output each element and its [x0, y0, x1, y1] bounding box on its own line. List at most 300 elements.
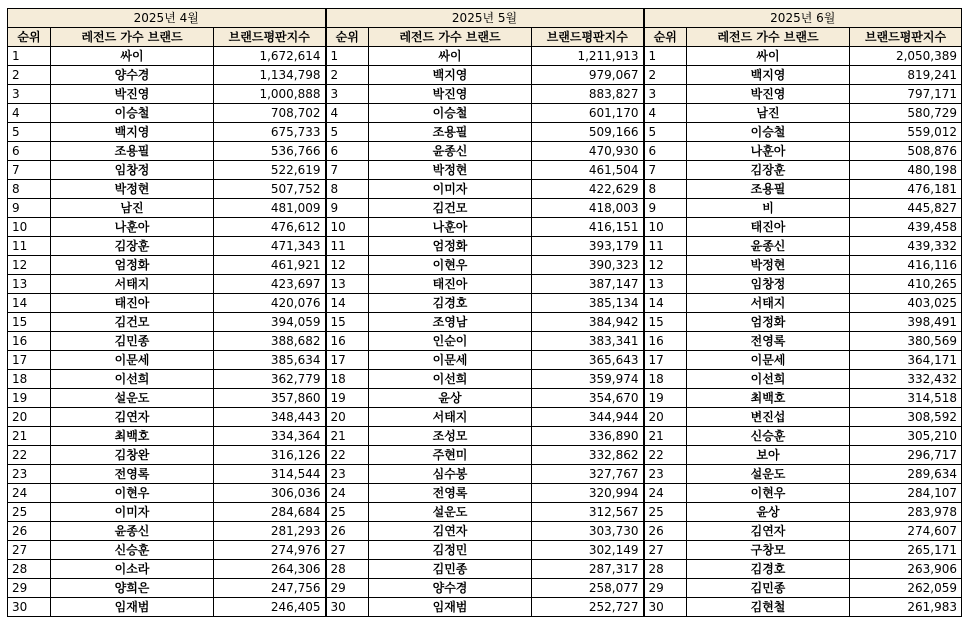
reputation-index-cell: 336,890 — [532, 427, 644, 446]
singer-name-cell: 엄정화 — [369, 237, 532, 256]
rank-cell: 24 — [326, 484, 369, 503]
rank-cell: 22 — [644, 446, 687, 465]
singer-name-cell: 이현우 — [687, 484, 850, 503]
singer-name-cell: 싸이 — [687, 47, 850, 66]
rank-cell: 1 — [8, 47, 51, 66]
singer-name-cell: 보아 — [687, 446, 850, 465]
reputation-index-cell: 797,171 — [850, 85, 962, 104]
singer-name-cell: 윤종신 — [51, 522, 214, 541]
table-row — [8, 294, 962, 313]
rank-cell: 18 — [326, 370, 369, 389]
reputation-index-cell: 393,179 — [532, 237, 644, 256]
singer-name-cell: 싸이 — [369, 47, 532, 66]
rank-cell: 10 — [8, 218, 51, 237]
rank-cell: 2 — [8, 66, 51, 85]
reputation-index-cell: 362,779 — [214, 370, 326, 389]
reputation-index-cell: 312,567 — [532, 503, 644, 522]
index-header: 브랜드평판지수 — [214, 28, 326, 47]
rank-cell: 16 — [326, 332, 369, 351]
reputation-index-cell: 284,107 — [850, 484, 962, 503]
singer-name-cell: 태진아 — [369, 275, 532, 294]
reputation-index-cell: 344,944 — [532, 408, 644, 427]
singer-name-cell: 김경호 — [687, 560, 850, 579]
reputation-index-cell: 559,012 — [850, 123, 962, 142]
rank-cell: 15 — [326, 313, 369, 332]
table-row — [8, 104, 962, 123]
singer-name-cell: 구창모 — [687, 541, 850, 560]
reputation-index-cell: 306,036 — [214, 484, 326, 503]
reputation-index-cell: 439,458 — [850, 218, 962, 237]
reputation-index-cell: 316,126 — [214, 446, 326, 465]
reputation-index-cell: 476,612 — [214, 218, 326, 237]
singer-name-cell: 박진영 — [687, 85, 850, 104]
singer-name-cell: 설운도 — [369, 503, 532, 522]
singer-name-cell: 싸이 — [51, 47, 214, 66]
singer-name-cell: 박진영 — [369, 85, 532, 104]
singer-name-cell: 남진 — [51, 199, 214, 218]
reputation-index-cell: 675,733 — [214, 123, 326, 142]
rank-cell: 10 — [644, 218, 687, 237]
reputation-index-cell: 264,306 — [214, 560, 326, 579]
rank-cell: 7 — [326, 161, 369, 180]
month-title: 2025년 5월 — [326, 9, 644, 28]
singer-name-cell: 김현철 — [687, 598, 850, 617]
singer-name-cell: 이선희 — [51, 370, 214, 389]
rank-cell: 9 — [326, 199, 369, 218]
rank-cell: 14 — [326, 294, 369, 313]
rank-cell: 25 — [8, 503, 51, 522]
reputation-index-cell: 470,930 — [532, 142, 644, 161]
reputation-index-cell: 327,767 — [532, 465, 644, 484]
reputation-index-cell: 423,697 — [214, 275, 326, 294]
table-row — [8, 389, 962, 408]
rank-cell: 27 — [8, 541, 51, 560]
rank-cell: 30 — [326, 598, 369, 617]
reputation-index-cell: 819,241 — [850, 66, 962, 85]
singer-name-cell: 이승철 — [687, 123, 850, 142]
reputation-index-cell: 262,059 — [850, 579, 962, 598]
singer-name-cell: 설운도 — [51, 389, 214, 408]
singer-name-cell: 양희은 — [51, 579, 214, 598]
singer-name-cell: 인순이 — [369, 332, 532, 351]
reputation-index-cell: 418,003 — [532, 199, 644, 218]
singer-name-cell: 이현우 — [369, 256, 532, 275]
rank-cell: 18 — [8, 370, 51, 389]
rank-cell: 23 — [8, 465, 51, 484]
month-title: 2025년 6월 — [644, 9, 962, 28]
reputation-index-cell: 398,491 — [850, 313, 962, 332]
table-row — [8, 199, 962, 218]
singer-name-cell: 조용필 — [687, 180, 850, 199]
singer-name-cell: 이선희 — [369, 370, 532, 389]
rank-cell: 18 — [644, 370, 687, 389]
table-row — [8, 579, 962, 598]
rank-cell: 6 — [326, 142, 369, 161]
rank-cell: 1 — [644, 47, 687, 66]
index-header: 브랜드평판지수 — [850, 28, 962, 47]
reputation-index-cell: 508,876 — [850, 142, 962, 161]
reputation-index-cell: 403,025 — [850, 294, 962, 313]
reputation-index-cell: 384,942 — [532, 313, 644, 332]
singer-name-cell: 김창완 — [51, 446, 214, 465]
rank-cell: 22 — [326, 446, 369, 465]
rank-cell: 7 — [644, 161, 687, 180]
index-header: 브랜드평판지수 — [532, 28, 644, 47]
rank-cell: 6 — [644, 142, 687, 161]
reputation-index-cell: 246,405 — [214, 598, 326, 617]
reputation-index-cell: 289,634 — [850, 465, 962, 484]
rank-cell: 19 — [8, 389, 51, 408]
reputation-index-cell: 601,170 — [532, 104, 644, 123]
table-row — [8, 351, 962, 370]
table-row — [8, 313, 962, 332]
rank-cell: 23 — [644, 465, 687, 484]
singer-name-cell: 양수경 — [369, 579, 532, 598]
rank-cell: 4 — [644, 104, 687, 123]
reputation-index-cell: 2,050,389 — [850, 47, 962, 66]
reputation-index-cell: 439,332 — [850, 237, 962, 256]
rank-cell: 5 — [644, 123, 687, 142]
singer-name-cell: 전영록 — [369, 484, 532, 503]
rank-cell: 28 — [8, 560, 51, 579]
reputation-index-cell: 471,343 — [214, 237, 326, 256]
table-row — [8, 446, 962, 465]
rank-cell: 26 — [8, 522, 51, 541]
singer-name-cell: 양수경 — [51, 66, 214, 85]
table-row — [8, 161, 962, 180]
reputation-index-cell: 305,210 — [850, 427, 962, 446]
rank-cell: 26 — [326, 522, 369, 541]
singer-name-cell: 이미자 — [51, 503, 214, 522]
singer-name-cell: 윤종신 — [687, 237, 850, 256]
singer-name-cell: 엄정화 — [687, 313, 850, 332]
singer-name-cell: 윤종신 — [369, 142, 532, 161]
rank-cell: 10 — [326, 218, 369, 237]
column-header-row — [8, 28, 962, 47]
table-row — [8, 465, 962, 484]
singer-name-cell: 이소라 — [51, 560, 214, 579]
rank-cell: 30 — [644, 598, 687, 617]
reputation-index-cell: 265,171 — [850, 541, 962, 560]
reputation-index-cell: 380,569 — [850, 332, 962, 351]
rank-cell: 2 — [326, 66, 369, 85]
brand-reputation-table — [7, 8, 962, 617]
singer-name-cell: 임창정 — [51, 161, 214, 180]
singer-name-cell: 최백호 — [687, 389, 850, 408]
singer-name-cell: 윤상 — [369, 389, 532, 408]
singer-name-cell: 서태지 — [687, 294, 850, 313]
singer-name-cell: 박진영 — [51, 85, 214, 104]
rank-cell: 26 — [644, 522, 687, 541]
reputation-index-cell: 509,166 — [532, 123, 644, 142]
singer-name-cell: 설운도 — [687, 465, 850, 484]
singer-name-cell: 임재범 — [51, 598, 214, 617]
rank-cell: 27 — [326, 541, 369, 560]
reputation-index-cell: 364,171 — [850, 351, 962, 370]
month-title-row — [8, 9, 962, 28]
singer-name-cell: 박정현 — [687, 256, 850, 275]
singer-name-cell: 조영남 — [369, 313, 532, 332]
rank-cell: 4 — [8, 104, 51, 123]
reputation-index-cell: 284,684 — [214, 503, 326, 522]
rank-cell: 3 — [8, 85, 51, 104]
reputation-index-cell: 416,116 — [850, 256, 962, 275]
reputation-index-cell: 385,134 — [532, 294, 644, 313]
reputation-index-cell: 394,059 — [214, 313, 326, 332]
reputation-index-cell: 385,634 — [214, 351, 326, 370]
singer-name-cell: 김연자 — [687, 522, 850, 541]
table-row — [8, 275, 962, 294]
rank-cell: 13 — [326, 275, 369, 294]
table-row — [8, 256, 962, 275]
reputation-index-cell: 1,672,614 — [214, 47, 326, 66]
table-row — [8, 541, 962, 560]
singer-name-cell: 엄정화 — [51, 256, 214, 275]
singer-name-cell: 조용필 — [369, 123, 532, 142]
rank-cell: 11 — [8, 237, 51, 256]
rank-cell: 7 — [8, 161, 51, 180]
rank-cell: 29 — [644, 579, 687, 598]
rank-cell: 12 — [326, 256, 369, 275]
table-row — [8, 123, 962, 142]
rank-cell: 1 — [326, 47, 369, 66]
reputation-index-cell: 348,443 — [214, 408, 326, 427]
rank-header: 순위 — [644, 28, 687, 47]
rank-cell: 17 — [8, 351, 51, 370]
rank-cell: 16 — [644, 332, 687, 351]
singer-name-cell: 윤상 — [687, 503, 850, 522]
rank-cell: 2 — [644, 66, 687, 85]
singer-name-cell: 백지영 — [51, 123, 214, 142]
rank-cell: 15 — [8, 313, 51, 332]
rank-cell: 22 — [8, 446, 51, 465]
rank-cell: 20 — [644, 408, 687, 427]
rank-cell: 9 — [8, 199, 51, 218]
reputation-index-cell: 332,432 — [850, 370, 962, 389]
table-row — [8, 427, 962, 446]
reputation-index-cell: 287,317 — [532, 560, 644, 579]
reputation-index-cell: 383,341 — [532, 332, 644, 351]
table-row — [8, 408, 962, 427]
singer-name-cell: 심수봉 — [369, 465, 532, 484]
rank-cell: 30 — [8, 598, 51, 617]
reputation-index-cell: 320,994 — [532, 484, 644, 503]
reputation-index-cell: 314,518 — [850, 389, 962, 408]
reputation-index-cell: 580,729 — [850, 104, 962, 123]
reputation-index-cell: 274,607 — [850, 522, 962, 541]
rank-cell: 23 — [326, 465, 369, 484]
table-row — [8, 560, 962, 579]
brand-header: 레전드 가수 브랜드 — [369, 28, 532, 47]
reputation-index-cell: 979,067 — [532, 66, 644, 85]
singer-name-cell: 이문세 — [687, 351, 850, 370]
singer-name-cell: 나훈아 — [687, 142, 850, 161]
table-row — [8, 85, 962, 104]
reputation-index-cell: 416,151 — [532, 218, 644, 237]
singer-name-cell: 김민종 — [687, 579, 850, 598]
singer-name-cell: 백지영 — [369, 66, 532, 85]
singer-name-cell: 이문세 — [369, 351, 532, 370]
rank-cell: 8 — [326, 180, 369, 199]
singer-name-cell: 김정민 — [369, 541, 532, 560]
rank-cell: 21 — [644, 427, 687, 446]
reputation-index-cell: 1,134,798 — [214, 66, 326, 85]
singer-name-cell: 이승철 — [51, 104, 214, 123]
rank-cell: 17 — [644, 351, 687, 370]
singer-name-cell: 최백호 — [51, 427, 214, 446]
reputation-index-cell: 281,293 — [214, 522, 326, 541]
reputation-index-cell: 461,921 — [214, 256, 326, 275]
reputation-index-cell: 252,727 — [532, 598, 644, 617]
singer-name-cell: 서태지 — [369, 408, 532, 427]
reputation-index-cell: 522,619 — [214, 161, 326, 180]
reputation-index-cell: 420,076 — [214, 294, 326, 313]
singer-name-cell: 김연자 — [369, 522, 532, 541]
singer-name-cell: 조용필 — [51, 142, 214, 161]
reputation-index-cell: 332,862 — [532, 446, 644, 465]
table-row — [8, 503, 962, 522]
reputation-index-cell: 461,504 — [532, 161, 644, 180]
rank-header: 순위 — [326, 28, 369, 47]
rank-cell: 14 — [8, 294, 51, 313]
reputation-index-cell: 390,323 — [532, 256, 644, 275]
singer-name-cell: 주현미 — [369, 446, 532, 465]
table-row — [8, 370, 962, 389]
rank-header: 순위 — [8, 28, 51, 47]
singer-name-cell: 박정현 — [369, 161, 532, 180]
reputation-index-cell: 410,265 — [850, 275, 962, 294]
rank-cell: 5 — [8, 123, 51, 142]
table-row — [8, 484, 962, 503]
singer-name-cell: 김장훈 — [687, 161, 850, 180]
reputation-index-cell: 302,149 — [532, 541, 644, 560]
rank-cell: 15 — [644, 313, 687, 332]
rank-cell: 28 — [326, 560, 369, 579]
reputation-index-cell: 422,629 — [532, 180, 644, 199]
singer-name-cell: 태진아 — [687, 218, 850, 237]
reputation-index-cell: 883,827 — [532, 85, 644, 104]
table-row — [8, 332, 962, 351]
table-row — [8, 142, 962, 161]
rank-cell: 9 — [644, 199, 687, 218]
rank-cell: 12 — [644, 256, 687, 275]
rank-cell: 12 — [8, 256, 51, 275]
brand-header: 레전드 가수 브랜드 — [51, 28, 214, 47]
rank-cell: 11 — [326, 237, 369, 256]
rank-cell: 19 — [644, 389, 687, 408]
reputation-index-cell: 247,756 — [214, 579, 326, 598]
rank-cell: 19 — [326, 389, 369, 408]
rank-cell: 24 — [644, 484, 687, 503]
reputation-index-cell: 261,983 — [850, 598, 962, 617]
reputation-index-cell: 357,860 — [214, 389, 326, 408]
singer-name-cell: 전영록 — [687, 332, 850, 351]
rank-cell: 13 — [8, 275, 51, 294]
rank-cell: 21 — [8, 427, 51, 446]
singer-name-cell: 나훈아 — [369, 218, 532, 237]
reputation-index-cell: 445,827 — [850, 199, 962, 218]
reputation-index-cell: 334,364 — [214, 427, 326, 446]
table-row — [8, 522, 962, 541]
reputation-index-cell: 308,592 — [850, 408, 962, 427]
singer-name-cell: 조성모 — [369, 427, 532, 446]
singer-name-cell: 이문세 — [51, 351, 214, 370]
singer-name-cell: 이미자 — [369, 180, 532, 199]
singer-name-cell: 김경호 — [369, 294, 532, 313]
rank-cell: 4 — [326, 104, 369, 123]
singer-name-cell: 이승철 — [369, 104, 532, 123]
month-title: 2025년 4월 — [8, 9, 326, 28]
rank-cell: 8 — [8, 180, 51, 199]
table-row — [8, 180, 962, 199]
reputation-index-cell: 359,974 — [532, 370, 644, 389]
singer-name-cell: 임재범 — [369, 598, 532, 617]
reputation-index-cell: 283,978 — [850, 503, 962, 522]
singer-name-cell: 김연자 — [51, 408, 214, 427]
reputation-index-cell: 476,181 — [850, 180, 962, 199]
table-row — [8, 598, 962, 617]
rank-cell: 29 — [326, 579, 369, 598]
table-row — [8, 237, 962, 256]
rank-cell: 5 — [326, 123, 369, 142]
reputation-index-cell: 708,702 — [214, 104, 326, 123]
singer-name-cell: 김건모 — [51, 313, 214, 332]
reputation-index-cell: 1,000,888 — [214, 85, 326, 104]
rank-cell: 20 — [326, 408, 369, 427]
ranking-table-container — [7, 8, 958, 623]
singer-name-cell: 김민종 — [369, 560, 532, 579]
rank-cell: 3 — [326, 85, 369, 104]
singer-name-cell: 백지영 — [687, 66, 850, 85]
reputation-index-cell: 388,682 — [214, 332, 326, 351]
table-row — [8, 66, 962, 85]
table-row — [8, 47, 962, 66]
singer-name-cell: 전영록 — [51, 465, 214, 484]
reputation-index-cell: 274,976 — [214, 541, 326, 560]
reputation-index-cell: 480,198 — [850, 161, 962, 180]
rank-cell: 17 — [326, 351, 369, 370]
singer-name-cell: 신승훈 — [51, 541, 214, 560]
singer-name-cell: 임창정 — [687, 275, 850, 294]
brand-header: 레전드 가수 브랜드 — [687, 28, 850, 47]
reputation-index-cell: 507,752 — [214, 180, 326, 199]
reputation-index-cell: 481,009 — [214, 199, 326, 218]
rank-cell: 8 — [644, 180, 687, 199]
rank-cell: 24 — [8, 484, 51, 503]
singer-name-cell: 남진 — [687, 104, 850, 123]
singer-name-cell: 서태지 — [51, 275, 214, 294]
reputation-index-cell: 387,147 — [532, 275, 644, 294]
singer-name-cell: 나훈아 — [51, 218, 214, 237]
reputation-index-cell: 263,906 — [850, 560, 962, 579]
rank-cell: 21 — [326, 427, 369, 446]
rank-cell: 11 — [644, 237, 687, 256]
rank-cell: 13 — [644, 275, 687, 294]
reputation-index-cell: 314,544 — [214, 465, 326, 484]
reputation-index-cell: 258,077 — [532, 579, 644, 598]
singer-name-cell: 이선희 — [687, 370, 850, 389]
singer-name-cell: 김장훈 — [51, 237, 214, 256]
rank-cell: 28 — [644, 560, 687, 579]
singer-name-cell: 신승훈 — [687, 427, 850, 446]
rank-cell: 25 — [326, 503, 369, 522]
singer-name-cell: 태진아 — [51, 294, 214, 313]
rank-cell: 20 — [8, 408, 51, 427]
singer-name-cell: 박정현 — [51, 180, 214, 199]
singer-name-cell: 비 — [687, 199, 850, 218]
rank-cell: 27 — [644, 541, 687, 560]
reputation-index-cell: 536,766 — [214, 142, 326, 161]
